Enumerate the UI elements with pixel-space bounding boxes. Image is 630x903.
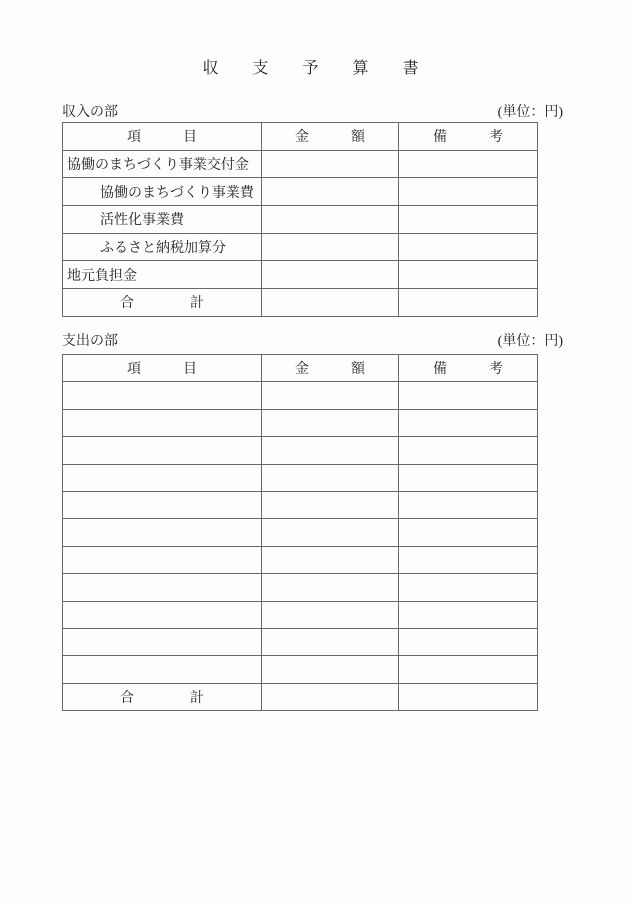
table-row bbox=[63, 601, 538, 628]
amount-cell bbox=[262, 464, 399, 491]
table-row bbox=[63, 546, 538, 573]
table-row bbox=[63, 150, 538, 178]
note-cell bbox=[399, 628, 538, 655]
note-cell bbox=[399, 178, 538, 206]
table-row bbox=[63, 409, 538, 436]
expense-col-header-item: 項 目 bbox=[63, 355, 262, 382]
note-cell bbox=[399, 601, 538, 628]
expense-table bbox=[62, 354, 538, 711]
item-cell bbox=[63, 437, 262, 464]
table-row bbox=[63, 233, 538, 261]
amount-cell bbox=[262, 656, 399, 683]
amount-cell bbox=[262, 519, 399, 546]
item-cell bbox=[63, 601, 262, 628]
table-row bbox=[63, 519, 538, 546]
income-col-header-amount: 金 額 bbox=[262, 123, 399, 151]
total-label-cell: 合 計 bbox=[63, 683, 262, 710]
amount-cell bbox=[262, 178, 399, 206]
total-note-cell bbox=[399, 289, 538, 317]
total-amount-cell bbox=[262, 683, 399, 710]
income-table bbox=[62, 122, 538, 317]
table-row bbox=[63, 656, 538, 683]
amount-cell bbox=[262, 574, 399, 601]
table-row bbox=[63, 628, 538, 655]
amount-cell bbox=[262, 261, 399, 289]
total-row bbox=[63, 289, 538, 317]
amount-cell bbox=[262, 150, 399, 178]
item-cell: 協働のまちづくり事業費 bbox=[63, 178, 262, 206]
amount-cell bbox=[262, 546, 399, 573]
item-cell: ふるさと納税加算分 bbox=[63, 233, 262, 261]
amount-cell bbox=[262, 206, 399, 234]
note-cell bbox=[399, 546, 538, 573]
amount-cell bbox=[262, 409, 399, 436]
table-row bbox=[63, 491, 538, 518]
table-row bbox=[63, 574, 538, 601]
note-cell bbox=[399, 261, 538, 289]
note-cell bbox=[399, 437, 538, 464]
total-note-cell bbox=[399, 683, 538, 710]
amount-cell bbox=[262, 233, 399, 261]
amount-cell bbox=[262, 628, 399, 655]
income-section-caption bbox=[62, 104, 563, 121]
table-row bbox=[63, 261, 538, 289]
expense-unit-label: (単位：円) bbox=[497, 334, 563, 349]
item-cell bbox=[63, 546, 262, 573]
item-cell bbox=[63, 491, 262, 518]
item-cell bbox=[63, 656, 262, 683]
table-row bbox=[63, 206, 538, 234]
note-cell bbox=[399, 491, 538, 518]
total-row bbox=[63, 683, 538, 710]
income-header-row bbox=[63, 123, 538, 151]
note-cell bbox=[399, 519, 538, 546]
note-cell bbox=[399, 574, 538, 601]
item-cell: 協働のまちづくり事業交付金 bbox=[63, 150, 262, 178]
income-col-header-item: 項 目 bbox=[63, 123, 262, 151]
document-title: 収 支 予 算 書 bbox=[202, 60, 428, 77]
amount-cell bbox=[262, 437, 399, 464]
amount-cell bbox=[262, 491, 399, 518]
note-cell bbox=[399, 206, 538, 234]
amount-cell bbox=[262, 601, 399, 628]
item-cell bbox=[63, 409, 262, 436]
table-row bbox=[63, 382, 538, 409]
item-cell bbox=[63, 519, 262, 546]
item-cell bbox=[63, 382, 262, 409]
income-col-header-note: 備 考 bbox=[399, 123, 538, 151]
table-row bbox=[63, 437, 538, 464]
expense-col-header-note: 備 考 bbox=[399, 355, 538, 382]
note-cell bbox=[399, 233, 538, 261]
expense-col-header-amount: 金 額 bbox=[262, 355, 399, 382]
item-cell bbox=[63, 464, 262, 491]
income-unit-label: (単位：円) bbox=[497, 105, 563, 120]
item-cell bbox=[63, 574, 262, 601]
note-cell bbox=[399, 464, 538, 491]
table-row bbox=[63, 464, 538, 491]
total-label-cell: 合 計 bbox=[63, 289, 262, 317]
note-cell bbox=[399, 409, 538, 436]
item-cell: 地元負担金 bbox=[63, 261, 262, 289]
note-cell bbox=[399, 656, 538, 683]
note-cell bbox=[399, 150, 538, 178]
income-section-label: 収入の部 bbox=[62, 105, 118, 120]
item-cell bbox=[63, 628, 262, 655]
total-amount-cell bbox=[262, 289, 399, 317]
note-cell bbox=[399, 382, 538, 409]
item-cell: 活性化事業費 bbox=[63, 206, 262, 234]
amount-cell bbox=[262, 382, 399, 409]
expense-section-caption bbox=[62, 333, 563, 350]
expense-header-row bbox=[63, 355, 538, 382]
table-row bbox=[63, 178, 538, 206]
expense-section-label: 支出の部 bbox=[62, 334, 118, 349]
